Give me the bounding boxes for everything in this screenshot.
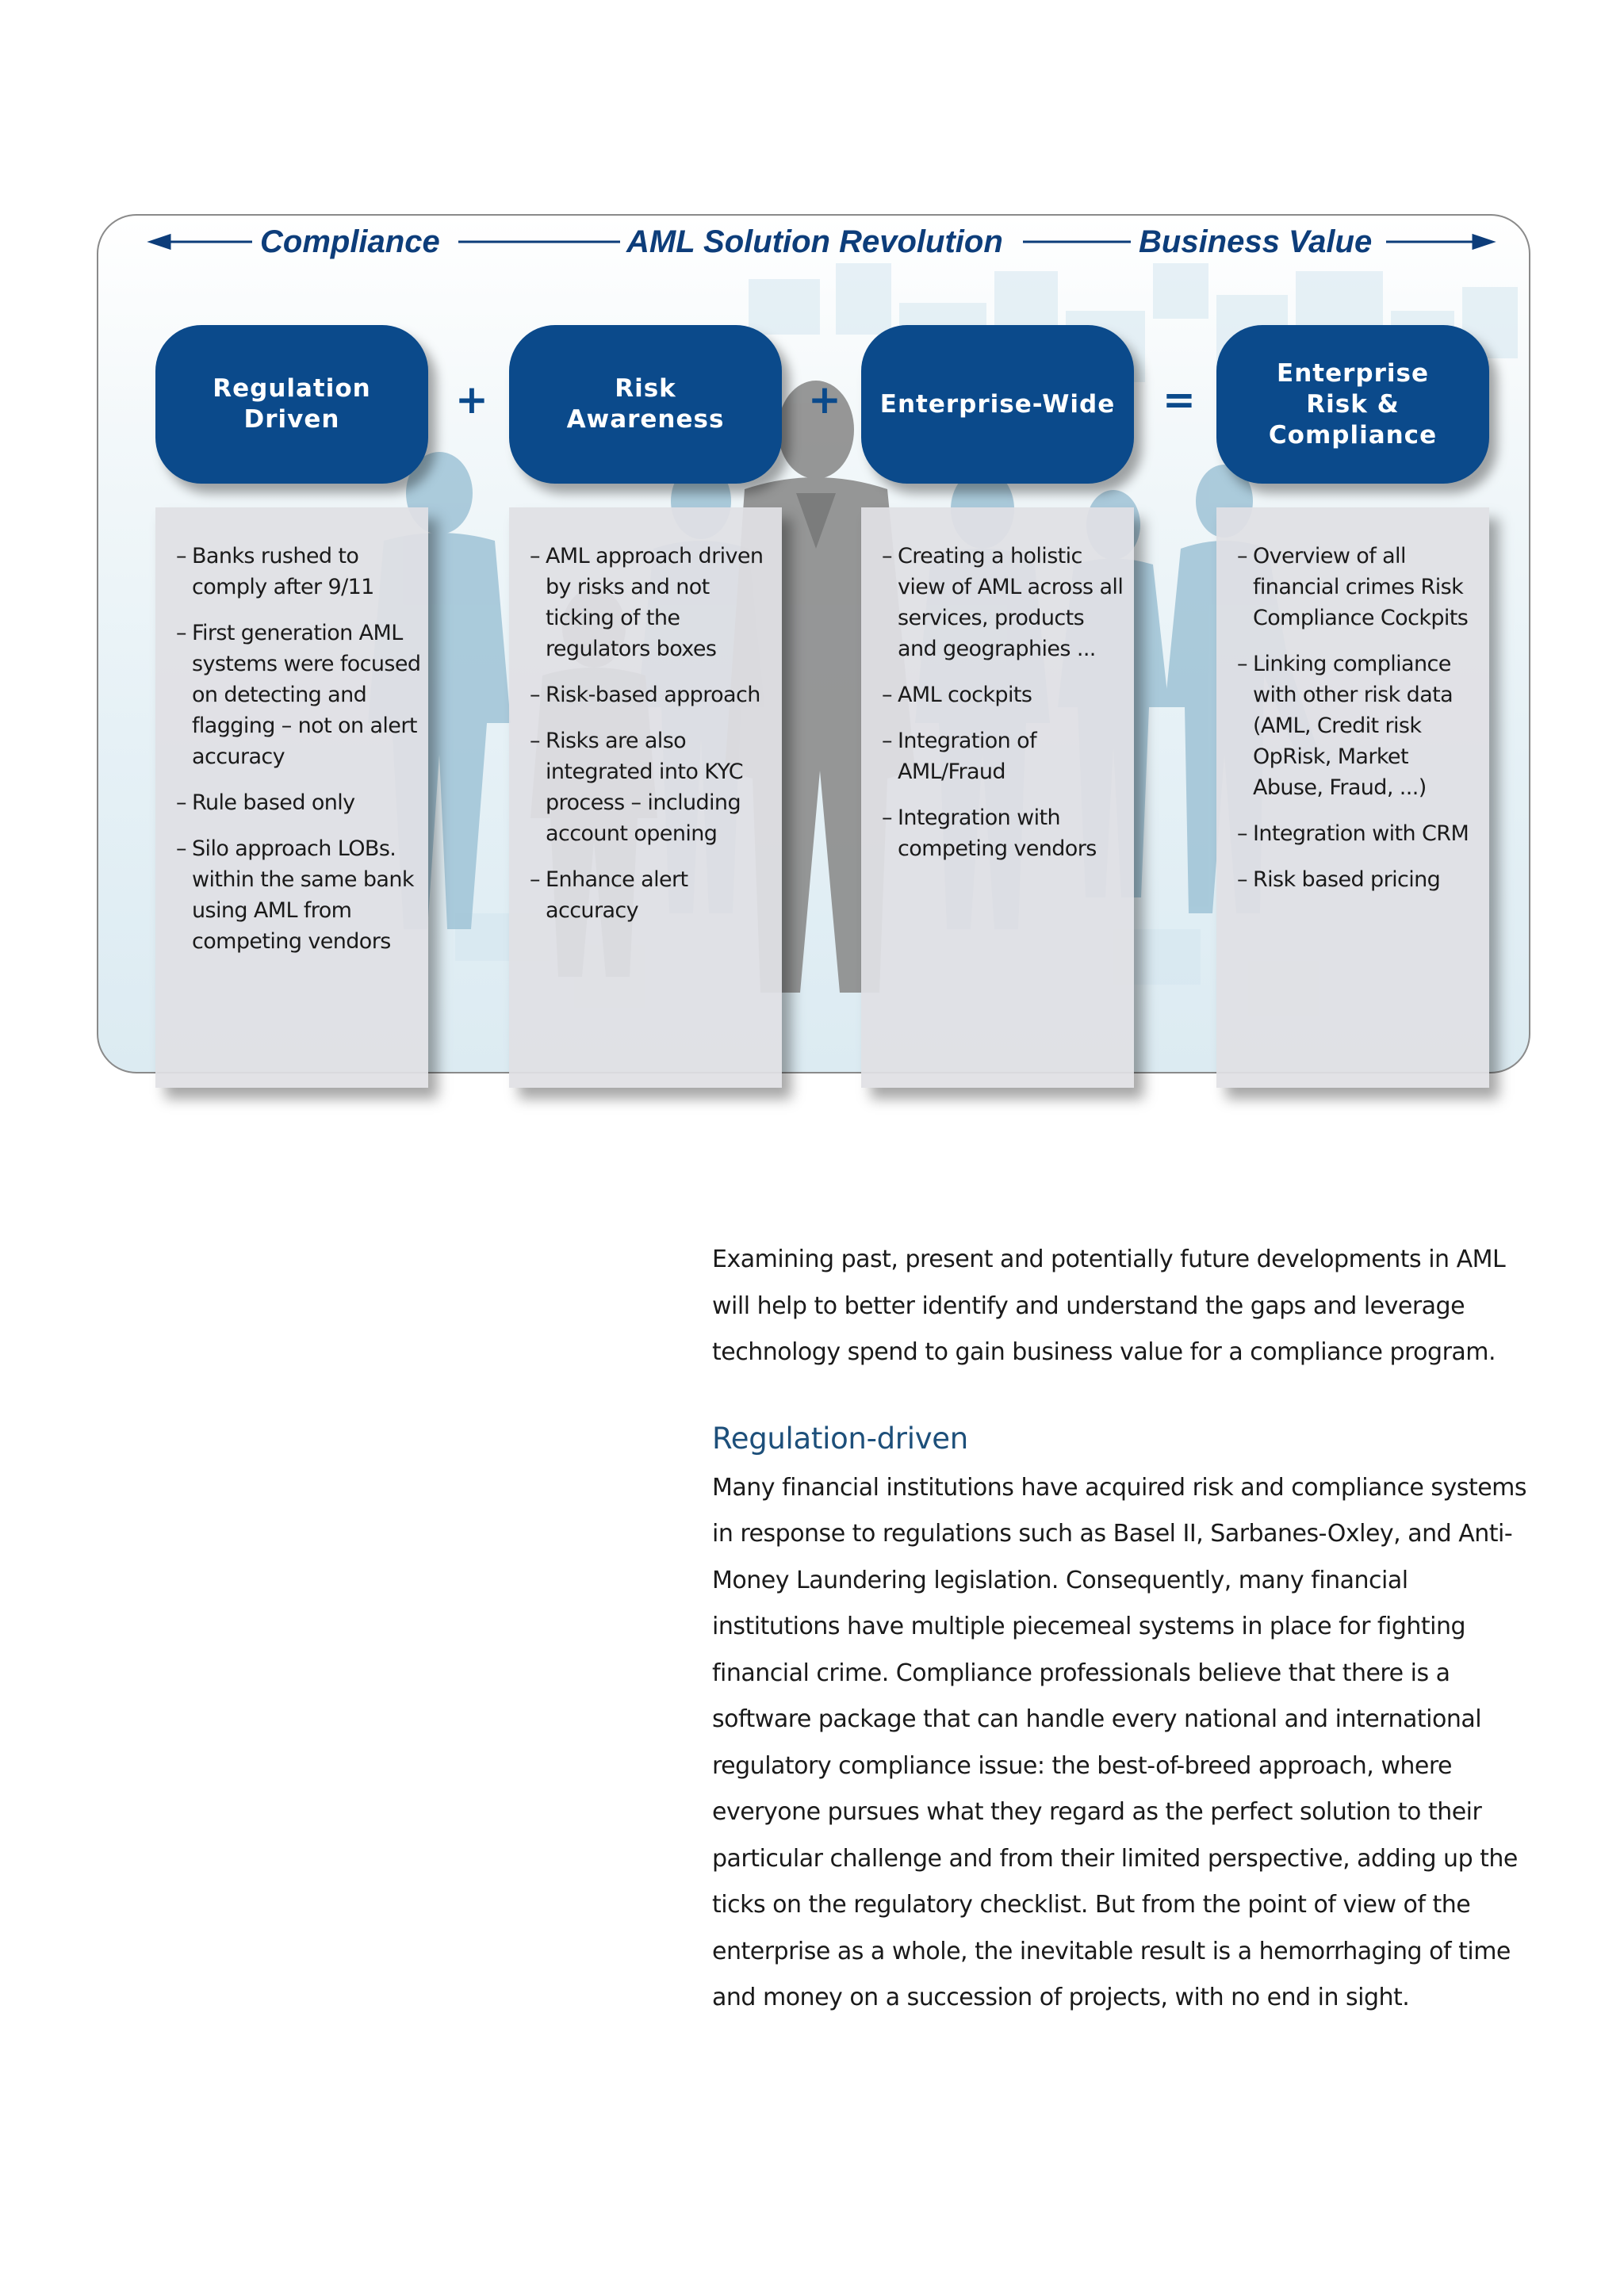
bullet-list [1237,541,1483,895]
section-heading: Regulation-driven [712,1421,968,1456]
list-item: – Rule based only [176,787,422,818]
list-item: – Risk based pricing [1237,864,1483,895]
column-risk-awareness [509,507,782,1088]
list-item: – AML cockpits [882,679,1128,710]
pill-enterprise-wide [861,325,1134,484]
pill-title: Regulation Driven [213,374,371,434]
header-arrows [0,0,1624,317]
plus-operator: + [455,377,488,423]
pill-enterprise-risk-compliance [1216,325,1489,484]
pill-risk-awareness [509,325,782,484]
plus-operator: + [808,377,841,423]
list-item: – Enhance alert accuracy [530,864,776,926]
bullet-list [530,541,776,926]
list-item: – Linking compliance with other risk data (AML, Credit risk OpRisk, Market Abuse, Fraud, ...) [1237,649,1483,803]
column-enterprise-wide [861,507,1134,1088]
list-item: – Banks rushed to comply after 9/11 [176,541,422,603]
bullet-list [176,541,422,957]
section-paragraph: Many financial institutions have acquired risk and compliance systems in response to regulations such as Basel II, Sarbanes-Oxley, and Anti-Money Laundering legislation. Consequently, many financial institutions have multiple piecemeal systems in place for fighting financial crime. Compliance professionals believe that there is a software package that can handle every national and international regulatory compliance issue: the best-of-breed approach, where everyone pursues what they regard as the perfect solution to their particular challenge and from their limited perspective, adding up the ticks on the regulatory checklist. But from the point of view of the enterprise as a whole, the inevitable result is a hemorrhaging of time and money on a succession of projects, with no end in sight. [712,1473,1527,2011]
list-item: – Integration with competing vendors [882,802,1128,864]
list-item: – Silo approach LOBs. within the same bank using AML from competing vendors [176,833,422,957]
list-item: – Integration of AML/Fraud [882,725,1128,787]
pill-title: Enterprise-Wide [879,389,1116,419]
pill-title: Risk Awareness [566,374,725,434]
equals-operator: = [1162,377,1196,423]
list-item: – Overview of all financial crimes Risk Compliance Cockpits [1237,541,1483,633]
pill-title: Enterprise Risk & Compliance [1268,358,1438,450]
pill-regulation-driven [155,325,428,484]
header-compliance: Compliance [260,224,440,259]
header-aml-solution-revolution: AML Solution Revolution [626,224,1003,259]
bullet-list [882,541,1128,864]
list-item: – Risk-based approach [530,679,776,710]
article-body [712,1237,1537,2022]
list-item: – Integration with CRM [1237,818,1483,849]
intro-paragraph: Examining past, present and potentially future developments in AML will help to better identify and understand the gaps and leverage technology spend to gain business value for a compliance program. [712,1246,1506,1366]
column-enterprise-risk-compliance [1216,507,1489,1088]
list-item: – AML approach driven by risks and not ticking of the regulators boxes [530,541,776,664]
header-business-value: Business Value [1139,224,1373,259]
list-item: – Risks are also integrated into KYC process – including account opening [530,725,776,849]
column-regulation-driven [155,507,428,1088]
list-item: – Creating a holistic view of AML across all services, products and geographies ... [882,541,1128,664]
list-item: – First generation AML systems were focused on detecting and flagging – not on alert accuracy [176,618,422,772]
